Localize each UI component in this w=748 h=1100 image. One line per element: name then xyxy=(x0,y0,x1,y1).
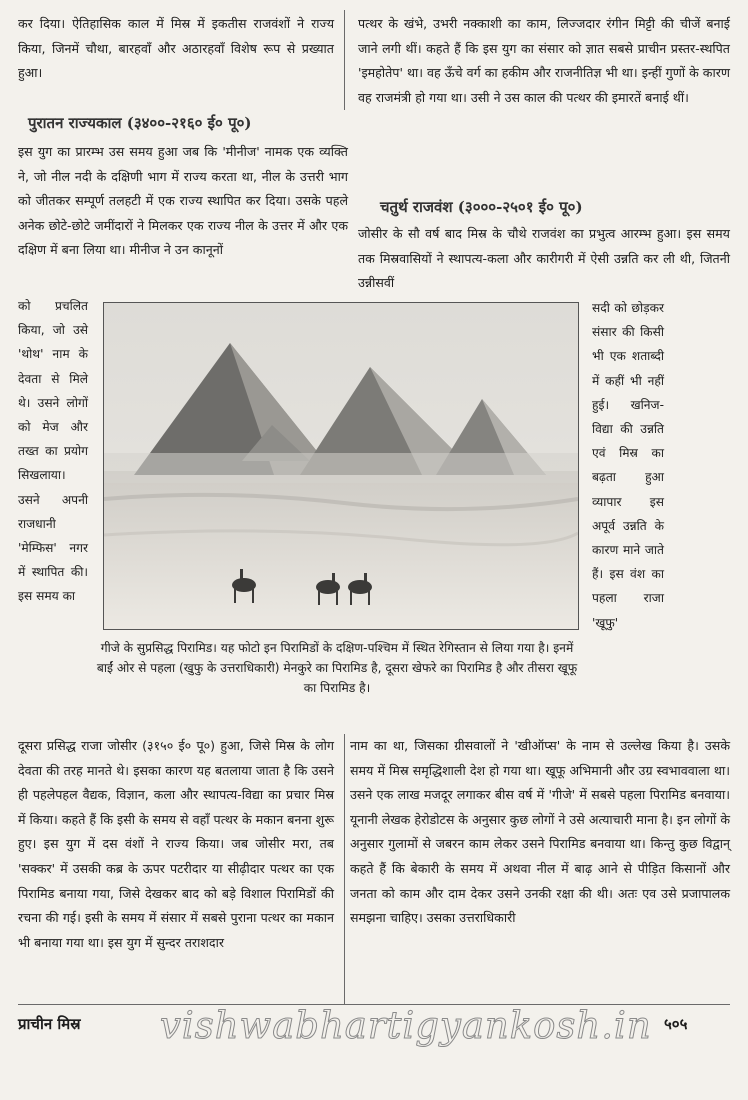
paragraph-top-right: पत्थर के खंभे, उभरी नक्काशी का काम, लिज्जदार रंगीन मिट्टी की चीजें बनाई जाने लगी थीं। कहते हैं कि इस युग का संसार को ज्ञात सबसे प्राचीन प्रस्तर-स्थपित 'इमहोतेप' था। वह ऊँचे वर्ग का हकीम और राजनीतिज्ञ भी था। इन्हीं गुणों के कारण वह राजमंत्री हो गया था। उसी ने उस काल की पत्थर की इमारतें बनाई थीं। xyxy=(358,16,730,105)
paragraph-bottom-left: दूसरा प्रसिद्ध राजा जोसीर (३१५० ई० पू०) हुआ, जिसे मिस्र के लोग देवता की तरह मानते थे। इसका कारण यह बतलाया जाता है कि उसने ही पहलेपहल वैद्यक, विज्ञान, कला और स्थापत्य-विद्या का प्रचार मिस्र में किया। कहते हैं कि इसी के समय से वहाँ पत्थर के मकान बनना शुरू हुए। इस युग में दस वंशों ने राज्य किया। जब जोसीर मरा, तब 'सक्कर' में उसकी कब्र के ऊपर पटरीदार या सीढ़ीदार पत्थर का एक पिरामिड बनाया गया, जिसे देखकर बाद को बड़े विशाल पिरामिडों की रचना की गई। इसी के समय में संसार में सबसे पुराना पत्थर का मकान भी बनाया गया था। इस युग में सुन्दर तराशदार xyxy=(18,738,334,950)
paragraph-old-kingdom: इस युग का प्रारम्भ उस समय हुआ जब कि 'मीनीज' नामक एक व्यक्ति ने, जो नील नदी के दक्षिणी भाग में राज्य करता था, नील के उत्तरी भाग को जीतकर सम्पूर्ण तलहटी में एक राज्य स्थापित कर दिया। उसके पहले अनेक छोटे-छोटे जमींदारों ने मिलकर एक राज्य नील के उत्तर में और एक दक्षिण में बना लिया था। मीनीज ने उन कानूनों xyxy=(18,144,348,258)
photo-caption: गीजे के सुप्रसिद्ध पिरामिड। यह फोटो इन पिरामिडों के दक्षिण-पश्चिम में स्थित रेगिस्तान से लिया गया है। इनमें बाईं ओर से पहला (खुफु के उत्तराधिकारी) मेनकुरे का पिरामिड है, दूसरा खेफरे का पिरामिड है और तीसरा खूफू का पिरामिड है। xyxy=(96,641,578,695)
paragraph-top-left: कर दिया। ऐतिहासिक काल में मिस्र में इकतीस राजवंशों ने राज्य किया, जिनमें चौथा, बारहवाँ और अठारहवाँ विशेष रूप से प्रख्यात हुआ। xyxy=(18,16,334,81)
paragraph-fourth-dynasty: जोसीर के सौ वर्ष बाद मिस्र के चौथे राजवंश का प्रभुत्व आरम्भ हुआ। इस समय तक मिस्रवासियों ने स्थापत्य-कला और कारीगरी में ऐसी उन्नति कर ली थी, जितनी उन्नीसवीं xyxy=(358,226,730,291)
paragraph-right-narrow-column: सदी को छोड़कर संसार की किसी भी एक शताब्दी में कहीं भी नहीं हुई। खनिज-विद्या की उन्नति एवं मिस्र का बढ़ता हुआ व्यापार इस अपूर्व उन्नति के कारण माने जाते हैं। इस वंश का पहला राजा 'खूफु' xyxy=(592,301,664,630)
paragraph-bottom-right: नाम का था, जिसका ग्रीसवालों ने 'खीऑप्स' के नाम से उल्लेख किया है। उसके समय में मिस्र समृद्धिशाली देश हो गया था। खूफू अभिमानी और उग्र स्वभाववाला था। उसने एक लाख मजदूर लगाकर बीस वर्ष में 'गीजे' में सबसे पहला पिरामिड बनवाया। यूनानी लेखक हेरोडोटस के अनुसार कुछ लोगों ने उसे अत्याचारी माना है। इन लोगों के अनुसार गुलामों से जबरन काम लेकर उसने पिरामिड बनवाया था। किन्तु कुछ विद्वान् कहते हैं कि बेकारी के समय में अथवा नील में बाढ़ आने से पीड़ित किसानों और जनता को काम और दाम देकर उसने उनकी रक्षा की थी। अतः एव उसे प्रजापालक समझना चाहिए। उसका उत्तराधिकारी xyxy=(350,738,730,926)
website-watermark: vishwabhartigyankosh.in xyxy=(160,1004,652,1047)
page-number: ५०५ xyxy=(664,1015,688,1033)
section-heading-old-kingdom: पुरातन राज्यकाल (३४००-२१६० ई० पू०) xyxy=(28,114,252,132)
running-footer-title: प्राचीन मिस्र xyxy=(18,1015,81,1033)
column-divider-bottom xyxy=(344,734,345,1004)
pyramids-photo xyxy=(103,302,579,630)
section-heading-fourth-dynasty: चतुर्थ राजवंश (३०००-२५०१ ई० पू०) xyxy=(380,198,583,216)
paragraph-left-narrow-column: को प्रचलित किया, जो उसे 'थोथ' नाम के देवता से मिले थे। उसने लोगों को मेज और तख्त का प्रयोग सिखलाया। उसने अपनी राजधानी 'मेम्फिस' नगर में स्थापित की। इस समय का xyxy=(18,299,88,604)
column-divider xyxy=(344,10,345,110)
